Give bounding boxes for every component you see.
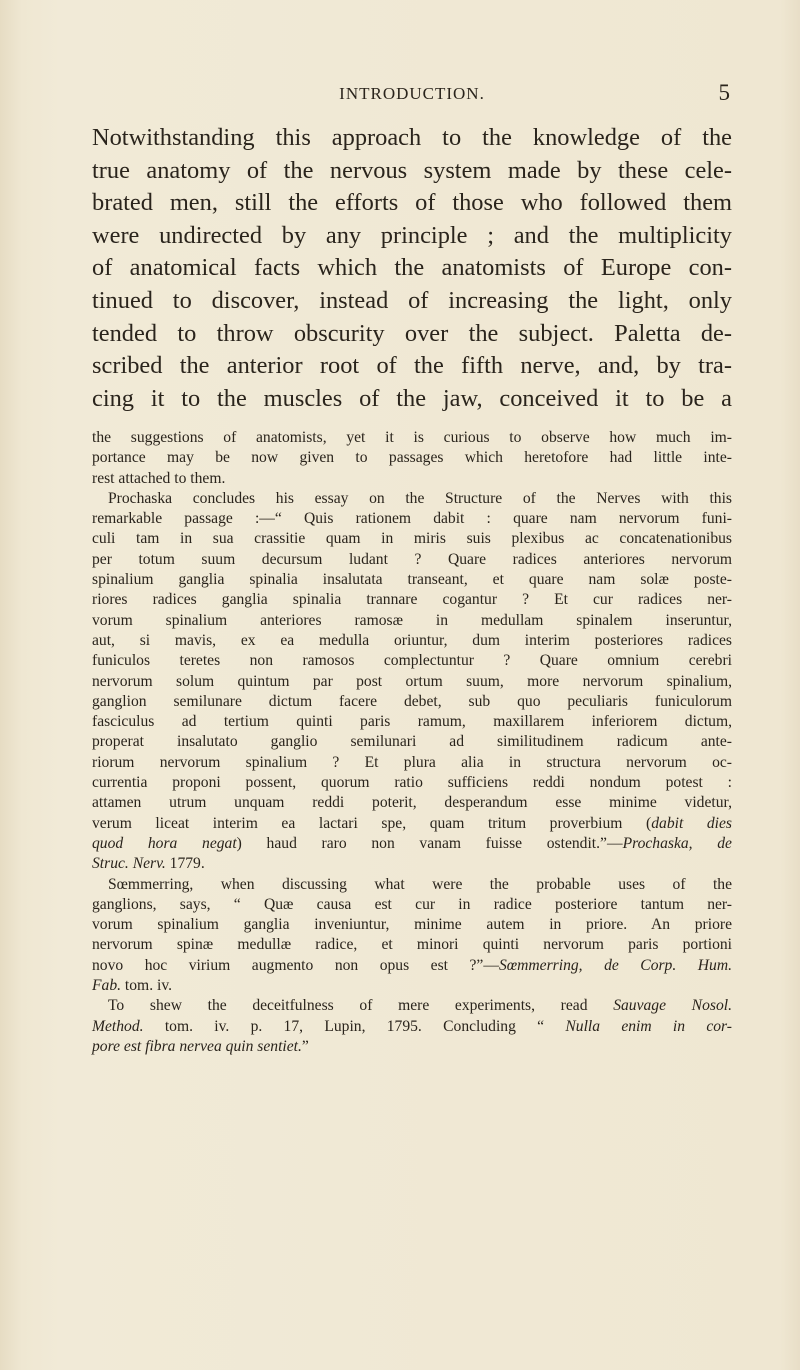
note-line: rest attached to them. bbox=[92, 469, 226, 487]
note-line: aut, si mavis, ex ea medulla oriuntur, dum interim posteriores radices bbox=[92, 631, 732, 649]
note-line: Method. tom. iv. p. 17, Lupin, 1795. Concluding “ Nulla enim in cor- bbox=[92, 1017, 732, 1035]
note-line: vorum spinalium anteriores ramosæ in medullam spinalem inseruntur, bbox=[92, 611, 732, 629]
running-head: INTRODUCTION. bbox=[339, 84, 485, 103]
note-line: portance may be now given to passages which heretofore had little inte- bbox=[92, 449, 732, 467]
text-line: scribed the anterior root of the fifth nerve, and, by tra- bbox=[92, 352, 732, 380]
note-line: riorum nervorum spinalium ? Et plura alia in structura nervorum oc- bbox=[92, 753, 732, 771]
note-line: attamen utrum unquam reddi poterit, desperandum esse minime videtur, bbox=[92, 794, 732, 812]
main-paragraph bbox=[92, 122, 732, 415]
note-line: remarkable passage :—“ Quis rationem dabit : quare nam nervorum funi- bbox=[92, 510, 732, 528]
note-line: nervorum spinæ medullæ radice, et minori quinti nervorum paris portioni bbox=[92, 936, 732, 954]
note-line: fasciculus ad tertium quinti paris ramum, maxillarem inferiorem dictum, bbox=[92, 713, 732, 731]
note-line: Prochaska concludes his essay on the Structure of the Nerves with this bbox=[108, 489, 732, 507]
note-line: nervorum solum quintum par post ortum suum, more nervorum spinalium, bbox=[92, 672, 732, 690]
note-line: riores radices ganglia spinalia trannare cogantur ? Et cur radices ner- bbox=[92, 591, 732, 609]
text-line: were undirected by any principle ; and the multiplicity bbox=[92, 221, 732, 249]
text-line: Notwithstanding this approach to the knowledge of the bbox=[92, 124, 732, 151]
note-line: properat insalutato ganglio semilunari ad similitudinem radicum ante- bbox=[92, 733, 732, 751]
text-line: tinued to discover, instead of increasing the light, only bbox=[92, 286, 732, 314]
note-line: currentia proponi possent, quorum ratio sufficiens reddi nondum potest : bbox=[92, 774, 732, 792]
note-line: vorum spinalium ganglia inveniuntur, minime autem in priore. An priore bbox=[92, 916, 732, 934]
note-line: culi tam in sua crassitie quam in miris suis plexibus ac concatenationibus bbox=[92, 530, 732, 548]
note-line: the suggestions of anatomists, yet it is curious to observe how much im- bbox=[92, 429, 732, 446]
note-line: ganglions, says, “ Quæ causa est cur in radice posteriore tantum ner- bbox=[92, 895, 732, 913]
page-number: 5 bbox=[718, 80, 730, 105]
note-line: ganglion semilunare dictum facere debet, sub quo peculiaris funiculorum bbox=[92, 692, 732, 710]
note-line: novo hoc virium augmento non opus est ?”—Sœmmerring, de Corp. Hum. bbox=[92, 956, 732, 974]
text-line: of anatomical facts which the anatomists of Europe con- bbox=[92, 254, 732, 282]
footnotes bbox=[92, 428, 732, 1057]
note-line: spinalium ganglia spinalia insalutata transeant, et quare nam solæ poste- bbox=[92, 571, 732, 589]
text-line: cing it to the muscles of the jaw, conceived it to be a bbox=[92, 384, 732, 412]
note-line: Struc. Nerv. 1779. bbox=[92, 855, 205, 873]
note-line: quod hora negat) haud raro non vanam fuisse ostendit.”—Prochaska, de bbox=[92, 834, 732, 852]
text-line: brated men, still the efforts of those who followed them bbox=[92, 189, 732, 217]
note-line: Sœmmerring, when discussing what were the probable uses of the bbox=[108, 875, 732, 893]
note-line: funiculos teretes non ramosos complectuntur ? Quare omnium cerebri bbox=[92, 652, 732, 670]
note-line: Fab. tom. iv. bbox=[92, 977, 172, 995]
text-line: true anatomy of the nervous system made by these cele- bbox=[92, 156, 732, 184]
note-line: verum liceat interim ea lactari spe, quam tritum proverbium (dabit dies bbox=[92, 814, 732, 832]
page-header bbox=[94, 80, 730, 108]
note-line: pore est fibra nervea quin sentiet.” bbox=[92, 1037, 309, 1055]
note-line: To shew the deceitfulness of mere experiments, read Sauvage Nosol. bbox=[108, 997, 732, 1015]
text-line: tended to throw obscurity over the subject. Paletta de- bbox=[92, 319, 732, 347]
note-line: per totum suum decursum ludant ? Quare radices anteriores nervorum bbox=[92, 550, 732, 568]
